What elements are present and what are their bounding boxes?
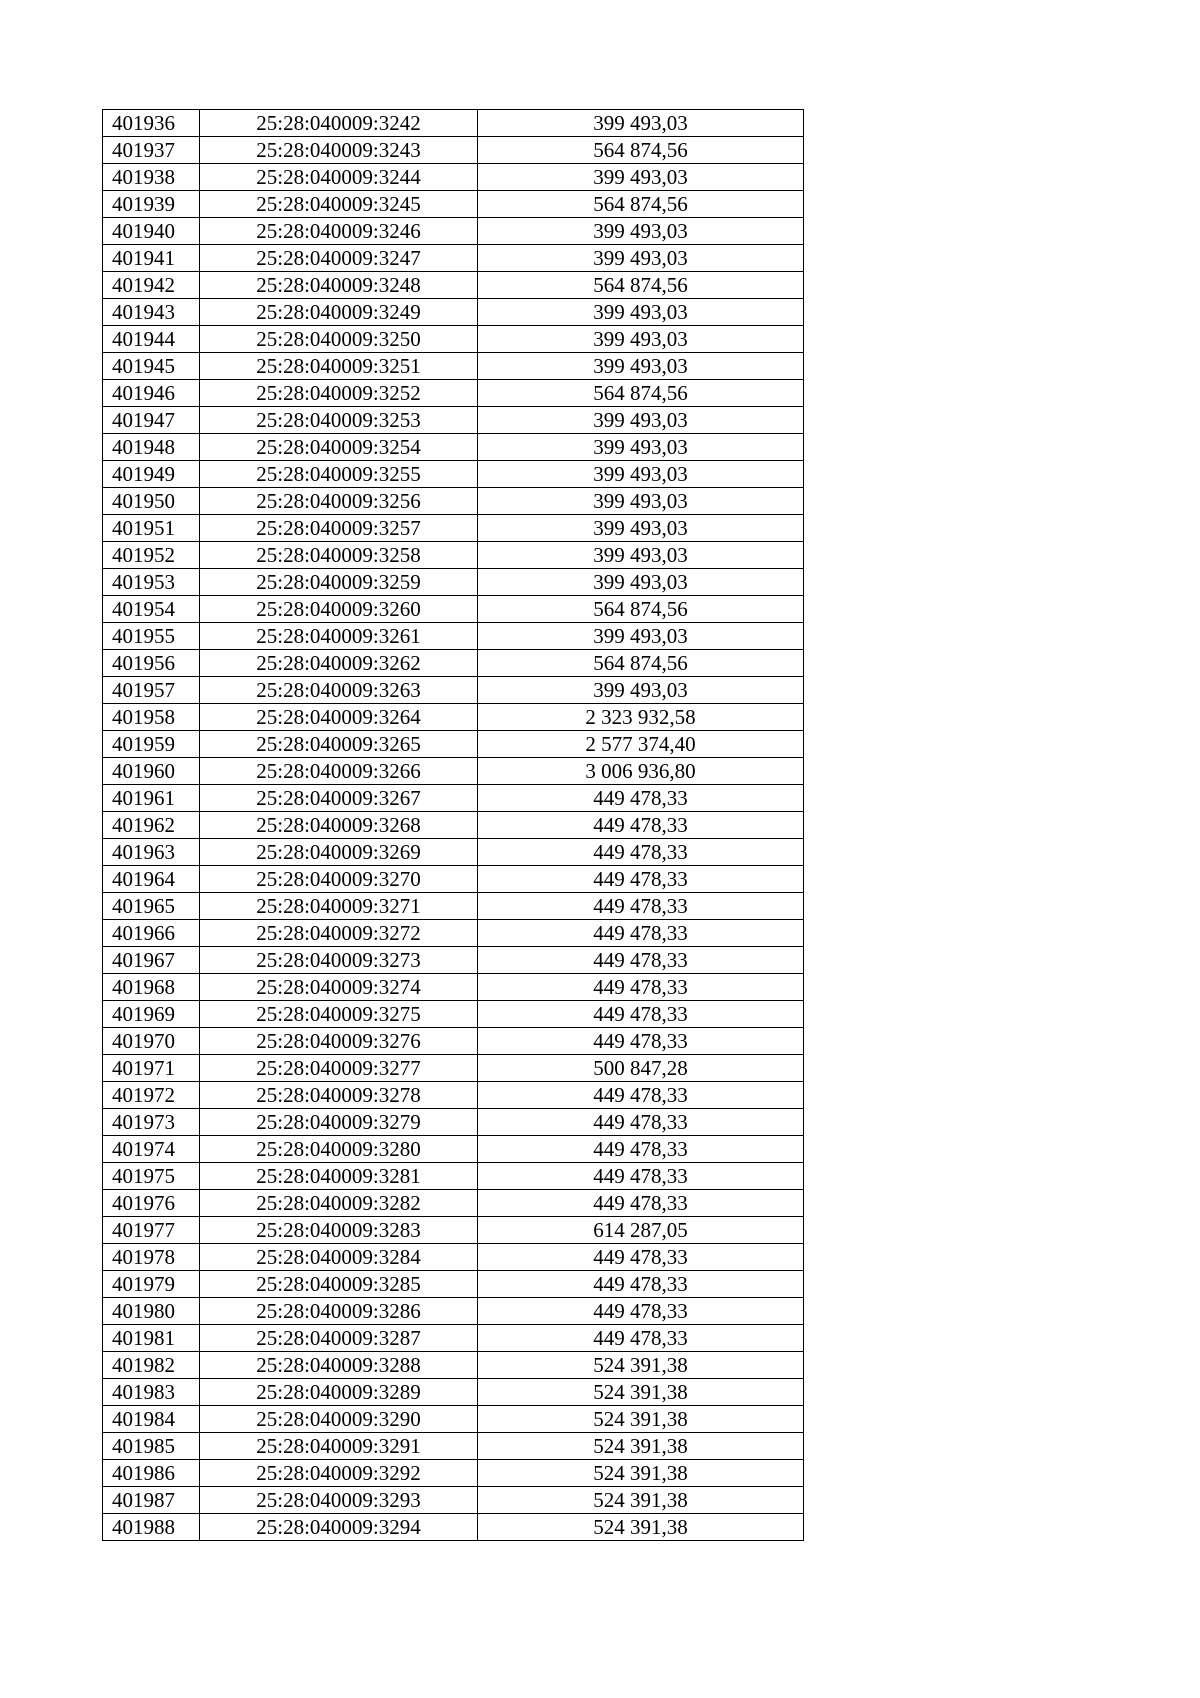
cadastral-number-cell: 25:28:040009:3281 — [200, 1163, 478, 1190]
table-row — [103, 380, 804, 407]
row-number-cell: 401965 — [103, 893, 200, 920]
cadastral-value-cell: 399 493,03 — [478, 488, 804, 515]
cadastral-number-cell: 25:28:040009:3292 — [200, 1460, 478, 1487]
cadastral-value-cell: 449 478,33 — [478, 812, 804, 839]
table-row — [103, 920, 804, 947]
cadastral-number-cell: 25:28:040009:3256 — [200, 488, 478, 515]
cadastral-number-cell: 25:28:040009:3263 — [200, 677, 478, 704]
table-row — [103, 1406, 804, 1433]
cadastral-value-cell: 449 478,33 — [478, 974, 804, 1001]
row-number-cell: 401947 — [103, 407, 200, 434]
cadastral-number-cell: 25:28:040009:3278 — [200, 1082, 478, 1109]
row-number-cell: 401967 — [103, 947, 200, 974]
row-number-cell: 401959 — [103, 731, 200, 758]
cadastral-number-cell: 25:28:040009:3245 — [200, 191, 478, 218]
table-row — [103, 218, 804, 245]
row-number-cell: 401987 — [103, 1487, 200, 1514]
table-row — [103, 434, 804, 461]
cadastral-number-cell: 25:28:040009:3247 — [200, 245, 478, 272]
cadastral-number-cell: 25:28:040009:3254 — [200, 434, 478, 461]
row-number-cell: 401961 — [103, 785, 200, 812]
table-row — [103, 326, 804, 353]
cadastral-number-cell: 25:28:040009:3266 — [200, 758, 478, 785]
cadastral-value-cell: 449 478,33 — [478, 1136, 804, 1163]
cadastral-number-cell: 25:28:040009:3244 — [200, 164, 478, 191]
cadastral-value-cell: 449 478,33 — [478, 1190, 804, 1217]
table-row — [103, 542, 804, 569]
cadastral-value-cell: 399 493,03 — [478, 569, 804, 596]
table-row — [103, 974, 804, 1001]
row-number-cell: 401950 — [103, 488, 200, 515]
table-row — [103, 704, 804, 731]
cadastral-number-cell: 25:28:040009:3276 — [200, 1028, 478, 1055]
cadastral-value-cell: 524 391,38 — [478, 1352, 804, 1379]
table-row — [103, 1082, 804, 1109]
row-number-cell: 401966 — [103, 920, 200, 947]
row-number-cell: 401944 — [103, 326, 200, 353]
cadastral-number-cell: 25:28:040009:3264 — [200, 704, 478, 731]
cadastral-value-cell: 524 391,38 — [478, 1406, 804, 1433]
table-row — [103, 164, 804, 191]
row-number-cell: 401938 — [103, 164, 200, 191]
cadastral-value-cell: 524 391,38 — [478, 1433, 804, 1460]
table-row — [103, 1001, 804, 1028]
cadastral-number-cell: 25:28:040009:3277 — [200, 1055, 478, 1082]
cadastral-value-cell: 399 493,03 — [478, 623, 804, 650]
cadastral-number-cell: 25:28:040009:3272 — [200, 920, 478, 947]
cadastral-value-cell: 3 006 936,80 — [478, 758, 804, 785]
cadastral-number-cell: 25:28:040009:3249 — [200, 299, 478, 326]
table-row — [103, 569, 804, 596]
cadastral-number-cell: 25:28:040009:3255 — [200, 461, 478, 488]
cadastral-value-cell: 449 478,33 — [478, 1163, 804, 1190]
cadastral-number-cell: 25:28:040009:3269 — [200, 839, 478, 866]
cadastral-value-cell: 399 493,03 — [478, 515, 804, 542]
table-row — [103, 731, 804, 758]
table-row — [103, 812, 804, 839]
cadastral-value-cell: 2 323 932,58 — [478, 704, 804, 731]
row-number-cell: 401971 — [103, 1055, 200, 1082]
row-number-cell: 401960 — [103, 758, 200, 785]
row-number-cell: 401936 — [103, 110, 200, 137]
cadastral-value-cell: 399 493,03 — [478, 164, 804, 191]
cadastral-number-cell: 25:28:040009:3252 — [200, 380, 478, 407]
cadastral-number-cell: 25:28:040009:3248 — [200, 272, 478, 299]
table-row — [103, 650, 804, 677]
table-row — [103, 245, 804, 272]
cadastral-number-cell: 25:28:040009:3242 — [200, 110, 478, 137]
cadastral-number-cell: 25:28:040009:3258 — [200, 542, 478, 569]
table-row — [103, 893, 804, 920]
cadastral-value-cell: 524 391,38 — [478, 1379, 804, 1406]
table-row — [103, 1298, 804, 1325]
row-number-cell: 401954 — [103, 596, 200, 623]
row-number-cell: 401985 — [103, 1433, 200, 1460]
cadastral-value-cell: 399 493,03 — [478, 353, 804, 380]
row-number-cell: 401952 — [103, 542, 200, 569]
cadastral-number-cell: 25:28:040009:3293 — [200, 1487, 478, 1514]
cadastral-value-cell: 399 493,03 — [478, 407, 804, 434]
cadastral-number-cell: 25:28:040009:3262 — [200, 650, 478, 677]
row-number-cell: 401962 — [103, 812, 200, 839]
cadastral-value-cell: 449 478,33 — [478, 947, 804, 974]
cadastral-value-cell: 399 493,03 — [478, 110, 804, 137]
row-number-cell: 401964 — [103, 866, 200, 893]
table-row — [103, 839, 804, 866]
table-row — [103, 677, 804, 704]
table-row — [103, 1109, 804, 1136]
cadastral-value-cell: 524 391,38 — [478, 1487, 804, 1514]
row-number-cell: 401937 — [103, 137, 200, 164]
table-row — [103, 488, 804, 515]
row-number-cell: 401955 — [103, 623, 200, 650]
table-row — [103, 785, 804, 812]
row-number-cell: 401970 — [103, 1028, 200, 1055]
cadastral-number-cell: 25:28:040009:3289 — [200, 1379, 478, 1406]
table-row — [103, 461, 804, 488]
table-row — [103, 596, 804, 623]
cadastral-value-cell: 399 493,03 — [478, 461, 804, 488]
cadastral-number-cell: 25:28:040009:3257 — [200, 515, 478, 542]
row-number-cell: 401979 — [103, 1271, 200, 1298]
cadastral-value-cell: 564 874,56 — [478, 596, 804, 623]
row-number-cell: 401977 — [103, 1217, 200, 1244]
row-number-cell: 401978 — [103, 1244, 200, 1271]
cadastral-value-cell: 449 478,33 — [478, 1028, 804, 1055]
cadastral-number-cell: 25:28:040009:3282 — [200, 1190, 478, 1217]
table-row — [103, 1163, 804, 1190]
row-number-cell: 401949 — [103, 461, 200, 488]
cadastral-value-cell: 399 493,03 — [478, 218, 804, 245]
cadastral-value-cell: 449 478,33 — [478, 920, 804, 947]
cadastral-value-cell: 399 493,03 — [478, 299, 804, 326]
row-number-cell: 401939 — [103, 191, 200, 218]
row-number-cell: 401983 — [103, 1379, 200, 1406]
cadastral-value-cell: 449 478,33 — [478, 1325, 804, 1352]
cadastral-value-cell: 564 874,56 — [478, 650, 804, 677]
cadastral-number-cell: 25:28:040009:3288 — [200, 1352, 478, 1379]
table-row — [103, 515, 804, 542]
table-row — [103, 137, 804, 164]
cadastral-value-cell: 449 478,33 — [478, 893, 804, 920]
cadastral-number-cell: 25:28:040009:3270 — [200, 866, 478, 893]
table-row — [103, 1217, 804, 1244]
cadastral-number-cell: 25:28:040009:3284 — [200, 1244, 478, 1271]
cadastral-number-cell: 25:28:040009:3260 — [200, 596, 478, 623]
table-row — [103, 191, 804, 218]
cadastral-value-cell: 524 391,38 — [478, 1460, 804, 1487]
cadastral-number-cell: 25:28:040009:3294 — [200, 1514, 478, 1541]
cadastral-value-cell: 399 493,03 — [478, 326, 804, 353]
row-number-cell: 401941 — [103, 245, 200, 272]
cadastral-number-cell: 25:28:040009:3250 — [200, 326, 478, 353]
row-number-cell: 401980 — [103, 1298, 200, 1325]
table-row — [103, 1352, 804, 1379]
cadastral-number-cell: 25:28:040009:3271 — [200, 893, 478, 920]
table-row — [103, 947, 804, 974]
table-row — [103, 1190, 804, 1217]
cadastral-number-cell: 25:28:040009:3280 — [200, 1136, 478, 1163]
cadastral-value-cell: 614 287,05 — [478, 1217, 804, 1244]
row-number-cell: 401972 — [103, 1082, 200, 1109]
table-row — [103, 1325, 804, 1352]
cadastral-number-cell: 25:28:040009:3259 — [200, 569, 478, 596]
cadastral-value-cell: 449 478,33 — [478, 1001, 804, 1028]
cadastral-number-cell: 25:28:040009:3290 — [200, 1406, 478, 1433]
table-row — [103, 1136, 804, 1163]
cadastral-value-cell: 399 493,03 — [478, 542, 804, 569]
table-body — [103, 110, 804, 1541]
row-number-cell: 401957 — [103, 677, 200, 704]
row-number-cell: 401953 — [103, 569, 200, 596]
row-number-cell: 401973 — [103, 1109, 200, 1136]
cadastral-value-cell: 449 478,33 — [478, 1244, 804, 1271]
cadastral-value-cell: 399 493,03 — [478, 677, 804, 704]
cadastral-number-cell: 25:28:040009:3268 — [200, 812, 478, 839]
cadastral-number-cell: 25:28:040009:3273 — [200, 947, 478, 974]
table-row — [103, 110, 804, 137]
cadastral-value-cell: 564 874,56 — [478, 191, 804, 218]
row-number-cell: 401976 — [103, 1190, 200, 1217]
cadastral-value-cell: 449 478,33 — [478, 1082, 804, 1109]
cadastral-number-cell: 25:28:040009:3253 — [200, 407, 478, 434]
cadastral-value-cell: 449 478,33 — [478, 1271, 804, 1298]
row-number-cell: 401968 — [103, 974, 200, 1001]
row-number-cell: 401986 — [103, 1460, 200, 1487]
cadastral-value-cell: 564 874,56 — [478, 380, 804, 407]
row-number-cell: 401943 — [103, 299, 200, 326]
row-number-cell: 401974 — [103, 1136, 200, 1163]
table-row — [103, 623, 804, 650]
table-row — [103, 1460, 804, 1487]
cadastral-number-cell: 25:28:040009:3287 — [200, 1325, 478, 1352]
cadastral-number-cell: 25:28:040009:3286 — [200, 1298, 478, 1325]
cadastral-value-cell: 399 493,03 — [478, 434, 804, 461]
table-row — [103, 299, 804, 326]
table-row — [103, 1487, 804, 1514]
table-row — [103, 1379, 804, 1406]
cadastral-value-cell: 449 478,33 — [478, 785, 804, 812]
row-number-cell: 401940 — [103, 218, 200, 245]
table-row — [103, 1514, 804, 1541]
cadastral-number-cell: 25:28:040009:3251 — [200, 353, 478, 380]
cadastral-number-cell: 25:28:040009:3279 — [200, 1109, 478, 1136]
cadastral-value-cell: 449 478,33 — [478, 866, 804, 893]
table-row — [103, 1244, 804, 1271]
row-number-cell: 401946 — [103, 380, 200, 407]
cadastral-number-cell: 25:28:040009:3267 — [200, 785, 478, 812]
table-row — [103, 353, 804, 380]
row-number-cell: 401945 — [103, 353, 200, 380]
row-number-cell: 401958 — [103, 704, 200, 731]
cadastral-value-table — [102, 109, 804, 1541]
row-number-cell: 401948 — [103, 434, 200, 461]
cadastral-value-cell: 500 847,28 — [478, 1055, 804, 1082]
table-row — [103, 1271, 804, 1298]
table-row — [103, 758, 804, 785]
cadastral-value-cell: 449 478,33 — [478, 1109, 804, 1136]
table-row — [103, 272, 804, 299]
table-row — [103, 1433, 804, 1460]
cadastral-value-cell: 399 493,03 — [478, 245, 804, 272]
cadastral-number-cell: 25:28:040009:3261 — [200, 623, 478, 650]
row-number-cell: 401956 — [103, 650, 200, 677]
cadastral-number-cell: 25:28:040009:3291 — [200, 1433, 478, 1460]
cadastral-number-cell: 25:28:040009:3283 — [200, 1217, 478, 1244]
cadastral-value-cell: 564 874,56 — [478, 137, 804, 164]
row-number-cell: 401969 — [103, 1001, 200, 1028]
cadastral-number-cell: 25:28:040009:3285 — [200, 1271, 478, 1298]
row-number-cell: 401951 — [103, 515, 200, 542]
cadastral-value-cell: 449 478,33 — [478, 1298, 804, 1325]
cadastral-value-cell: 449 478,33 — [478, 839, 804, 866]
row-number-cell: 401975 — [103, 1163, 200, 1190]
cadastral-number-cell: 25:28:040009:3265 — [200, 731, 478, 758]
row-number-cell: 401963 — [103, 839, 200, 866]
cadastral-number-cell: 25:28:040009:3275 — [200, 1001, 478, 1028]
table-row — [103, 1055, 804, 1082]
cadastral-value-cell: 524 391,38 — [478, 1514, 804, 1541]
table-row — [103, 1028, 804, 1055]
cadastral-value-cell: 2 577 374,40 — [478, 731, 804, 758]
table-row — [103, 407, 804, 434]
row-number-cell: 401982 — [103, 1352, 200, 1379]
cadastral-value-cell: 564 874,56 — [478, 272, 804, 299]
row-number-cell: 401981 — [103, 1325, 200, 1352]
row-number-cell: 401984 — [103, 1406, 200, 1433]
table-row — [103, 866, 804, 893]
cadastral-number-cell: 25:28:040009:3246 — [200, 218, 478, 245]
cadastral-number-cell: 25:28:040009:3243 — [200, 137, 478, 164]
row-number-cell: 401942 — [103, 272, 200, 299]
cadastral-number-cell: 25:28:040009:3274 — [200, 974, 478, 1001]
row-number-cell: 401988 — [103, 1514, 200, 1541]
